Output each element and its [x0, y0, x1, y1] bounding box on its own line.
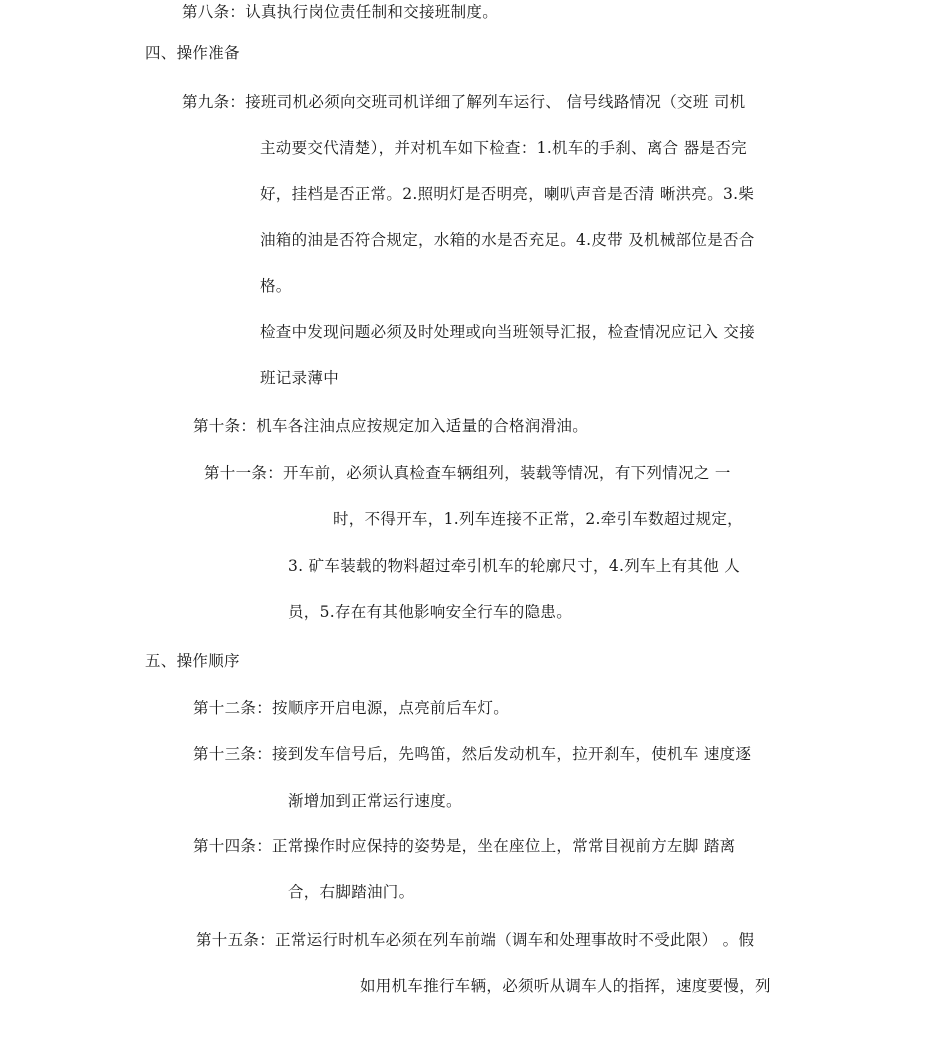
article-11-line-4: 员，5.存在有其他影响安全行车的隐患。	[288, 603, 572, 621]
article-15-line-2: 如用机车推行车辆，必须听从调车人的指挥，速度要慢，列	[360, 977, 771, 995]
section-5-title: 五、操作顺序	[145, 652, 240, 670]
section-4-title: 四、操作准备	[145, 44, 240, 62]
article-10-line-1: 机车各注油点应按规定加入适量的合格润滑油。	[256, 417, 589, 435]
article-14-line-2: 合，右脚踏油门。	[288, 883, 415, 901]
article-9-line-1: 接班司机必须向交班司机详细了解列车运行、 信号线路情况（交班 司机	[245, 93, 746, 111]
article-12	[193, 698, 509, 718]
article-9-line-5: 格。	[260, 277, 292, 295]
article-9-line-6: 检查中发现问题必须及时处理或向当班领导汇报，检查情况应记入 交接	[260, 323, 756, 341]
article-11	[204, 463, 731, 483]
article-13-label: 第十三条：	[193, 745, 273, 763]
article-14-label: 第十四条：	[193, 837, 273, 855]
article-15-label: 第十五条：	[196, 931, 276, 949]
article-11-line-3: 3. 矿车装载的物料超过牵引机车的轮廓尺寸，4.列车上有其他 人	[288, 557, 741, 575]
article-10-label: 第十条：	[193, 417, 257, 435]
article-11-label: 第十一条：	[204, 464, 284, 482]
article-15-line-1: 正常运行时机车必须在列车前端（调车和处理事故时不受此限） 。假	[275, 931, 755, 949]
article-8	[182, 2, 498, 22]
article-9-line-3: 好，挂档是否正常。2.照明灯是否明亮，喇叭声音是否清 晰洪亮。3.柴	[260, 185, 755, 203]
article-12-label: 第十二条：	[193, 699, 273, 717]
article-11-line-2: 时，不得开车，1.列车连接不正常，2.牵引车数超过规定，	[333, 510, 743, 528]
article-13-line-2: 渐增加到正常运行速度。	[288, 792, 462, 810]
article-9	[182, 92, 745, 112]
article-14	[193, 836, 735, 856]
article-9-line-4: 油箱的油是否符合规定，水箱的水是否充足。4.皮带 及机械部位是否合	[260, 231, 755, 249]
article-11-line-1: 开车前，必须认真检查车辆组列，装载等情况，有下列情况之 一	[283, 464, 731, 482]
article-8-label: 第八条：	[182, 3, 246, 21]
article-13	[193, 744, 751, 764]
article-15	[196, 930, 754, 950]
article-9-line-2: 主动要交代清楚），并对机车如下检查：1.机车的手刹、离合 器是否完	[260, 139, 747, 157]
article-13-line-1: 接到发车信号后，先鸣笛，然后发动机车，拉开刹车，使机车 速度逐	[272, 745, 752, 763]
article-14-line-1: 正常操作时应保持的姿势是，坐在座位上，常常目视前方左脚 踏离	[272, 837, 736, 855]
article-9-label: 第九条：	[182, 93, 246, 111]
article-12-line-1: 按顺序开启电源，点亮前后车灯。	[272, 699, 510, 717]
article-10	[193, 416, 588, 436]
article-8-line-1: 认真执行岗位责任制和交接班制度。	[245, 3, 499, 21]
article-9-line-7: 班记录薄中	[260, 369, 340, 387]
